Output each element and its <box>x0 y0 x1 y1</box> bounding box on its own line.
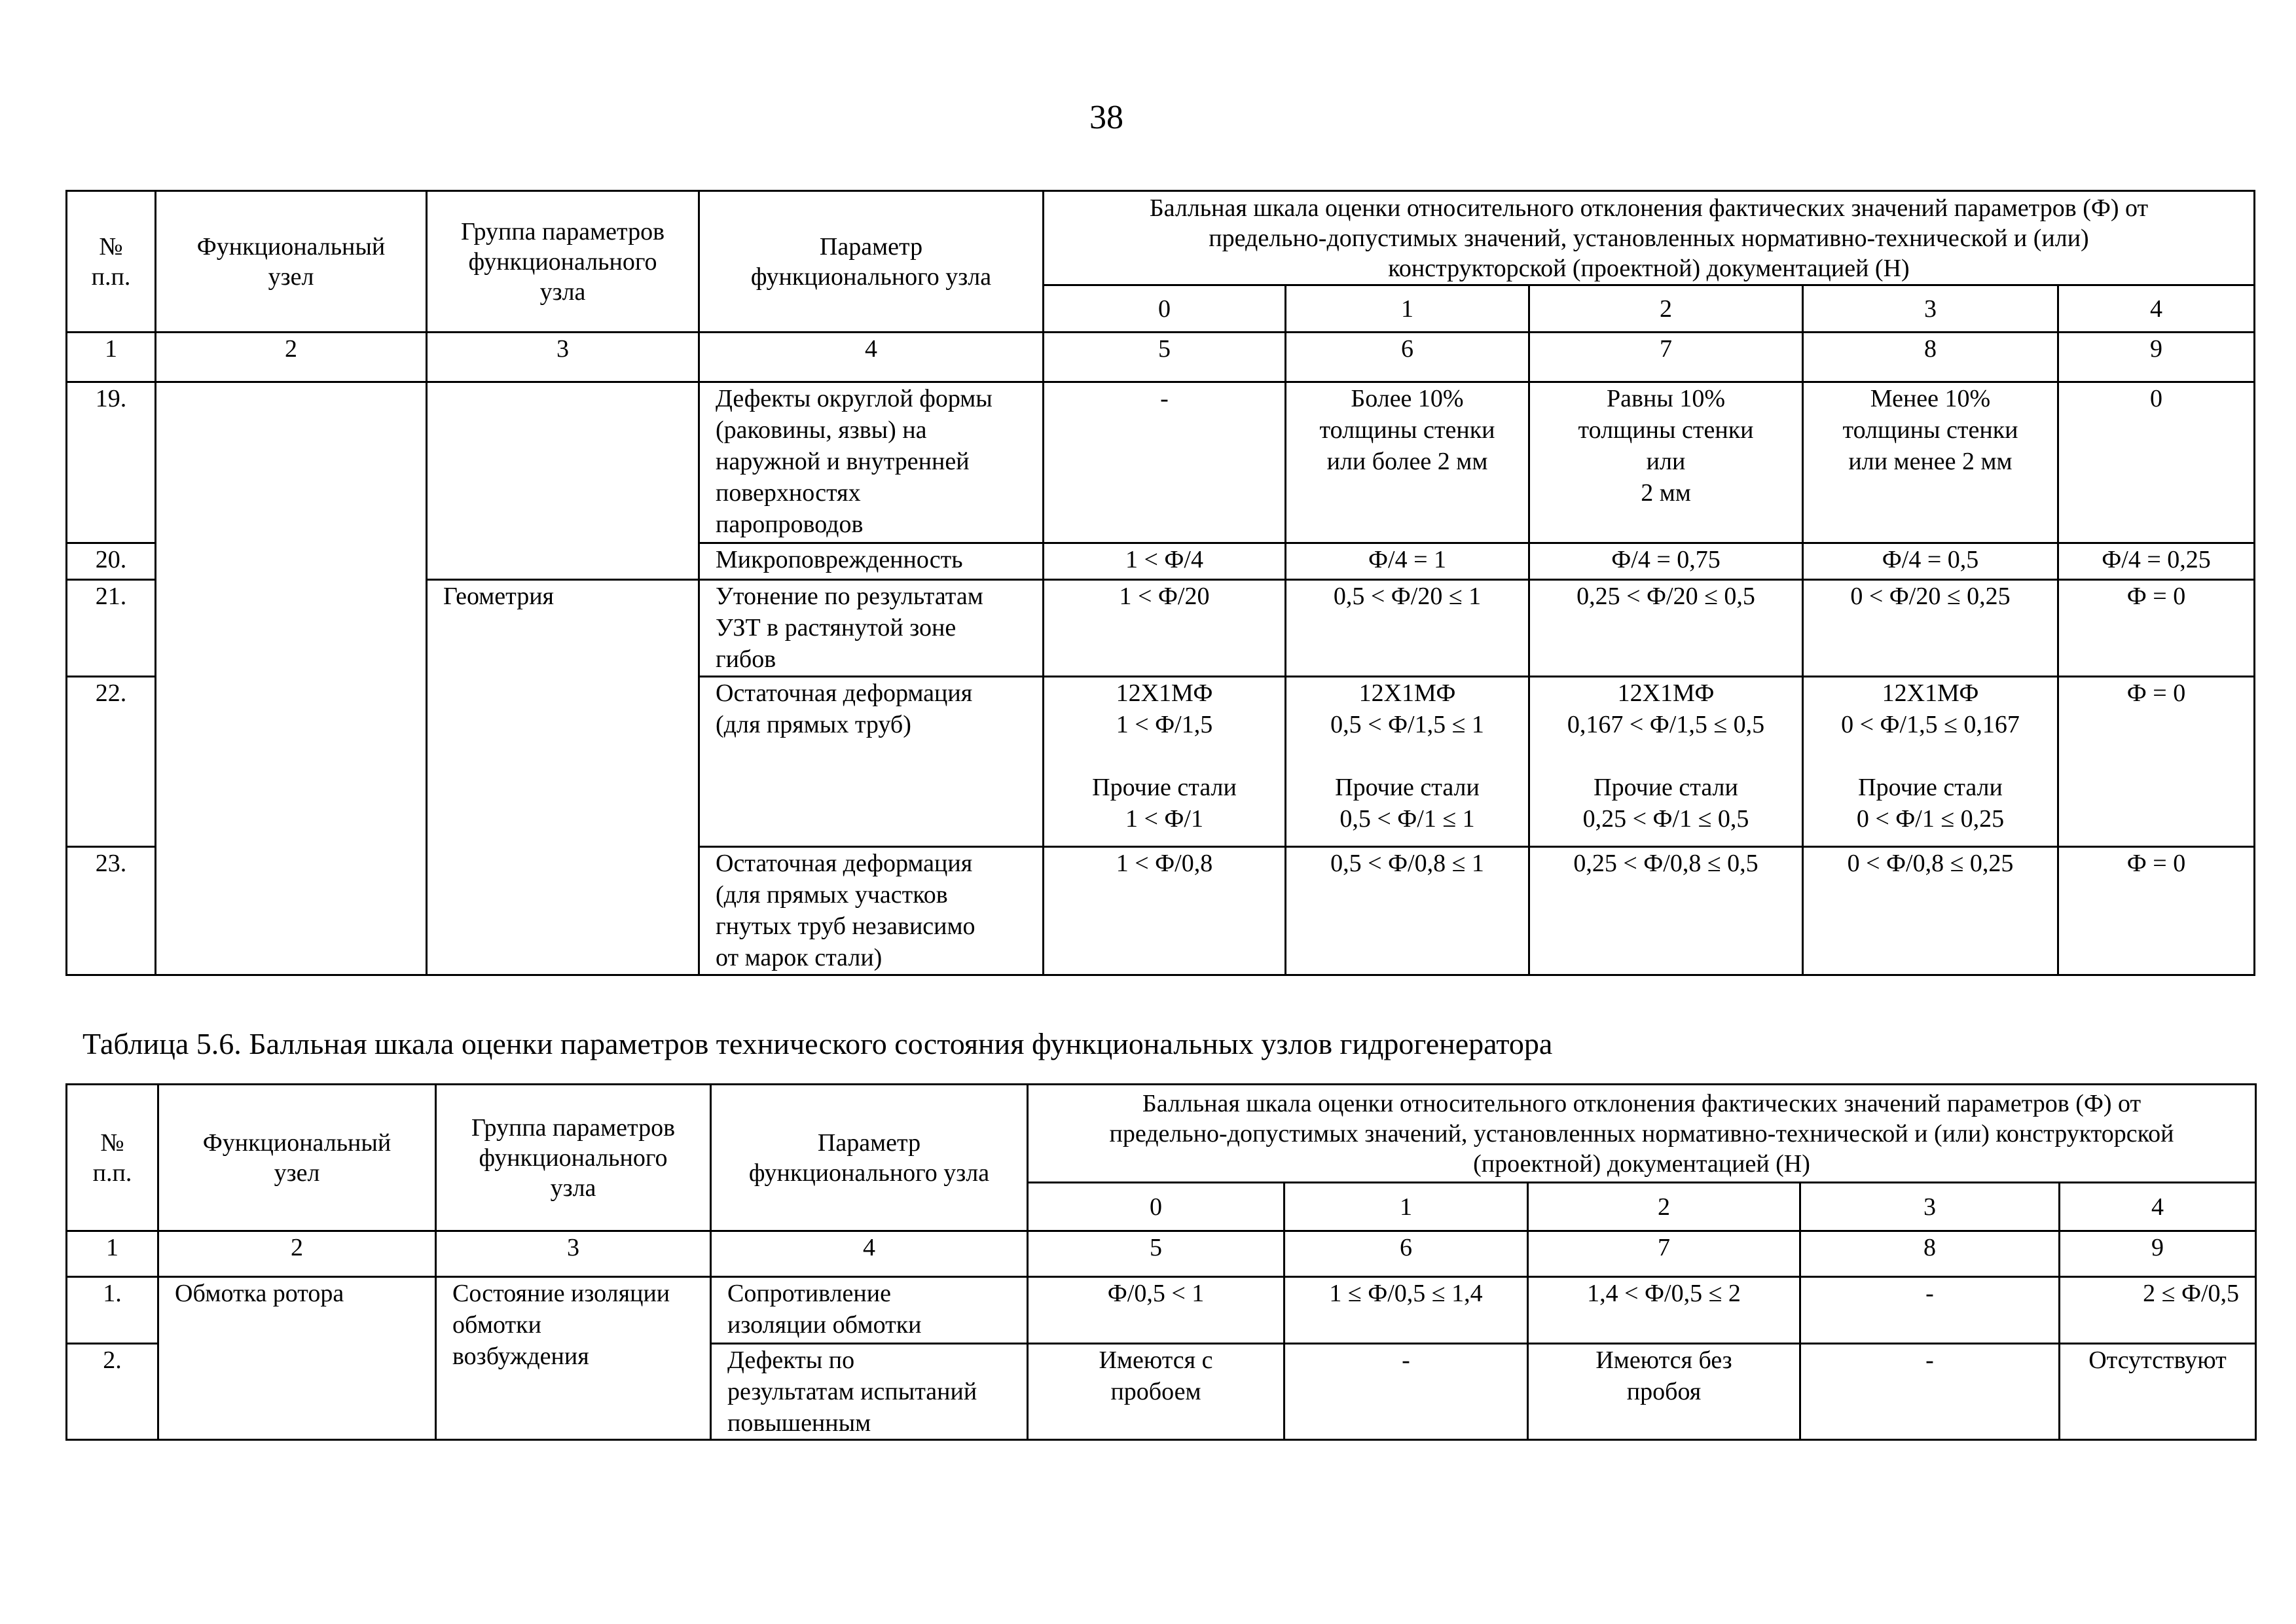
col-number: 7 <box>1529 333 1803 382</box>
col-number: 2 <box>156 333 427 382</box>
score-cell: 1,4 < Ф/0,5 ≤ 2 <box>1528 1277 1800 1344</box>
header-num: № п.п. <box>67 1085 158 1231</box>
col-number: 5 <box>1028 1231 1285 1277</box>
param-cell: Дефекты округлой формы (раковины, язвы) на наружной и внутренней поверхностях паропроводов <box>699 382 1044 543</box>
col-number: 8 <box>1803 333 2058 382</box>
header-param: Параметр функционального узла <box>699 191 1044 333</box>
score-cell: 1 < Ф/0,8 <box>1044 847 1286 975</box>
score-cell: Имеются без пробоя <box>1528 1344 1800 1440</box>
row-num: 20. <box>67 543 156 580</box>
score-cell: 0,5 < Ф/0,8 ≤ 1 <box>1286 847 1529 975</box>
score-cell: 2 ≤ Ф/0,5 <box>2060 1277 2256 1344</box>
score-cell: - <box>1800 1344 2060 1440</box>
score-cell: 1 ≤ Ф/0,5 ≤ 1,4 <box>1285 1277 1528 1344</box>
row-num: 2. <box>67 1344 158 1440</box>
score-cell: Более 10% толщины стенки или более 2 мм <box>1286 382 1529 543</box>
header-row <box>67 1085 2256 1183</box>
param-cell: Утонение по результатам УЗТ в растянутой зоне гибов <box>699 580 1044 677</box>
score-cell: 12Х1МФ 0 < Ф/1,5 ≤ 0,167 Прочие стали 0 < Ф/1 ≤ 0,25 <box>1803 677 2058 847</box>
header-score-scale: Балльная шкала оценки относительного отклонения фактических значений параметров (Ф) от предельно-допустимых значений, установленных нормативно-технической и (или) конструкторской (проектной) документацией (Н) <box>1044 191 2255 285</box>
table-5-6 <box>65 1083 2257 1441</box>
group-cell <box>427 382 699 580</box>
table-row <box>67 382 2255 543</box>
score-cell: 0 < Ф/0,8 ≤ 0,25 <box>1803 847 2058 975</box>
score-3: 3 <box>1800 1183 2060 1231</box>
header-score-scale: Балльная шкала оценки относительного отклонения фактических значений параметров (Ф) от предельно-допустимых значений, установленных нормативно-технической и (или) конструкторской (проектной) документацией (Н) <box>1028 1085 2256 1183</box>
score-0: 0 <box>1044 285 1286 333</box>
score-cell: Равны 10% толщины стенки или 2 мм <box>1529 382 1803 543</box>
score-cell: Ф = 0 <box>2058 847 2255 975</box>
score-0: 0 <box>1028 1183 1285 1231</box>
col-number: 1 <box>67 1231 158 1277</box>
row-num: 19. <box>67 382 156 543</box>
param-cell: Остаточная деформация (для прямых труб) <box>699 677 1044 847</box>
score-cell: 0 < Ф/20 ≤ 0,25 <box>1803 580 2058 677</box>
col-number: 5 <box>1044 333 1286 382</box>
header-unit: Функциональный узел <box>158 1085 436 1231</box>
col-number: 8 <box>1800 1231 2060 1277</box>
score-cell: 0,25 < Ф/20 ≤ 0,5 <box>1529 580 1803 677</box>
score-1: 1 <box>1286 285 1529 333</box>
score-cell: Ф = 0 <box>2058 580 2255 677</box>
table-row <box>67 1277 2256 1344</box>
score-cell: Ф/4 = 0,75 <box>1529 543 1803 580</box>
score-4: 4 <box>2058 285 2255 333</box>
score-1: 1 <box>1285 1183 1528 1231</box>
score-cell: - <box>1285 1344 1528 1440</box>
score-cell: 0 <box>2058 382 2255 543</box>
param-cell: Дефекты по результатам испытаний повышенным <box>711 1344 1028 1440</box>
col-number: 9 <box>2058 333 2255 382</box>
param-cell: Микроповрежденность <box>699 543 1044 580</box>
score-cell: 1 < Ф/4 <box>1044 543 1286 580</box>
score-cell: Имеются с пробоем <box>1028 1344 1285 1440</box>
score-cell: Отсутствуют <box>2060 1344 2256 1440</box>
score-cell: 12Х1МФ 0,5 < Ф/1,5 ≤ 1 Прочие стали 0,5 < Ф/1 ≤ 1 <box>1286 677 1529 847</box>
unit-cell <box>156 382 427 975</box>
column-number-row <box>67 1231 2256 1277</box>
score-cell: Ф/0,5 < 1 <box>1028 1277 1285 1344</box>
header-num: № п.п. <box>67 191 156 333</box>
score-3: 3 <box>1803 285 2058 333</box>
score-cell: Ф/4 = 0,25 <box>2058 543 2255 580</box>
col-number: 1 <box>67 333 156 382</box>
header-group: Группа параметров функционального узла <box>427 191 699 333</box>
score-cell: 0,25 < Ф/0,8 ≤ 0,5 <box>1529 847 1803 975</box>
row-num: 22. <box>67 677 156 847</box>
row-num: 1. <box>67 1277 158 1344</box>
col-number: 3 <box>427 333 699 382</box>
col-number: 9 <box>2060 1231 2256 1277</box>
score-cell: Ф/4 = 1 <box>1286 543 1529 580</box>
score-cell: Ф = 0 <box>2058 677 2255 847</box>
row-num: 23. <box>67 847 156 975</box>
header-group: Группа параметров функционального узла <box>436 1085 711 1231</box>
score-cell: Ф/4 = 0,5 <box>1803 543 2058 580</box>
col-number: 4 <box>711 1231 1028 1277</box>
col-number: 6 <box>1286 333 1529 382</box>
param-cell: Остаточная деформация (для прямых участков гнутых труб независимо от марок стали) <box>699 847 1044 975</box>
page-number: 38 <box>1089 99 1123 136</box>
score-2: 2 <box>1528 1183 1800 1231</box>
score-cell: 12Х1МФ 0,167 < Ф/1,5 ≤ 0,5 Прочие стали 0,25 < Ф/1 ≤ 0,5 <box>1529 677 1803 847</box>
group-cell: Состояние изоляции обмотки возбуждения <box>436 1277 711 1440</box>
row-num: 21. <box>67 580 156 677</box>
score-cell: 12Х1МФ 1 < Ф/1,5 Прочие стали 1 < Ф/1 <box>1044 677 1286 847</box>
group-cell-geometry: Геометрия <box>427 580 699 975</box>
col-number: 6 <box>1285 1231 1528 1277</box>
score-cell: Менее 10% толщины стенки или менее 2 мм <box>1803 382 2058 543</box>
score-cell: 0,5 < Ф/20 ≤ 1 <box>1286 580 1529 677</box>
header-param: Параметр функционального узла <box>711 1085 1028 1231</box>
score-cell: 1 < Ф/20 <box>1044 580 1286 677</box>
score-2: 2 <box>1529 285 1803 333</box>
column-number-row <box>67 333 2255 382</box>
param-cell: Сопротивление изоляции обмотки <box>711 1277 1028 1344</box>
score-cell: - <box>1044 382 1286 543</box>
unit-cell: Обмотка ротора <box>158 1277 436 1440</box>
col-number: 4 <box>699 333 1044 382</box>
table-caption: Таблица 5.6. Балльная шкала оценки параметров технического состояния функциональных узлов гидрогенератора <box>82 1027 1553 1060</box>
score-4: 4 <box>2060 1183 2256 1231</box>
header-unit: Функциональный узел <box>156 191 427 333</box>
table-continuation <box>65 190 2255 976</box>
col-number: 7 <box>1528 1231 1800 1277</box>
col-number: 3 <box>436 1231 711 1277</box>
col-number: 2 <box>158 1231 436 1277</box>
score-cell: - <box>1800 1277 2060 1344</box>
header-row <box>67 191 2255 285</box>
